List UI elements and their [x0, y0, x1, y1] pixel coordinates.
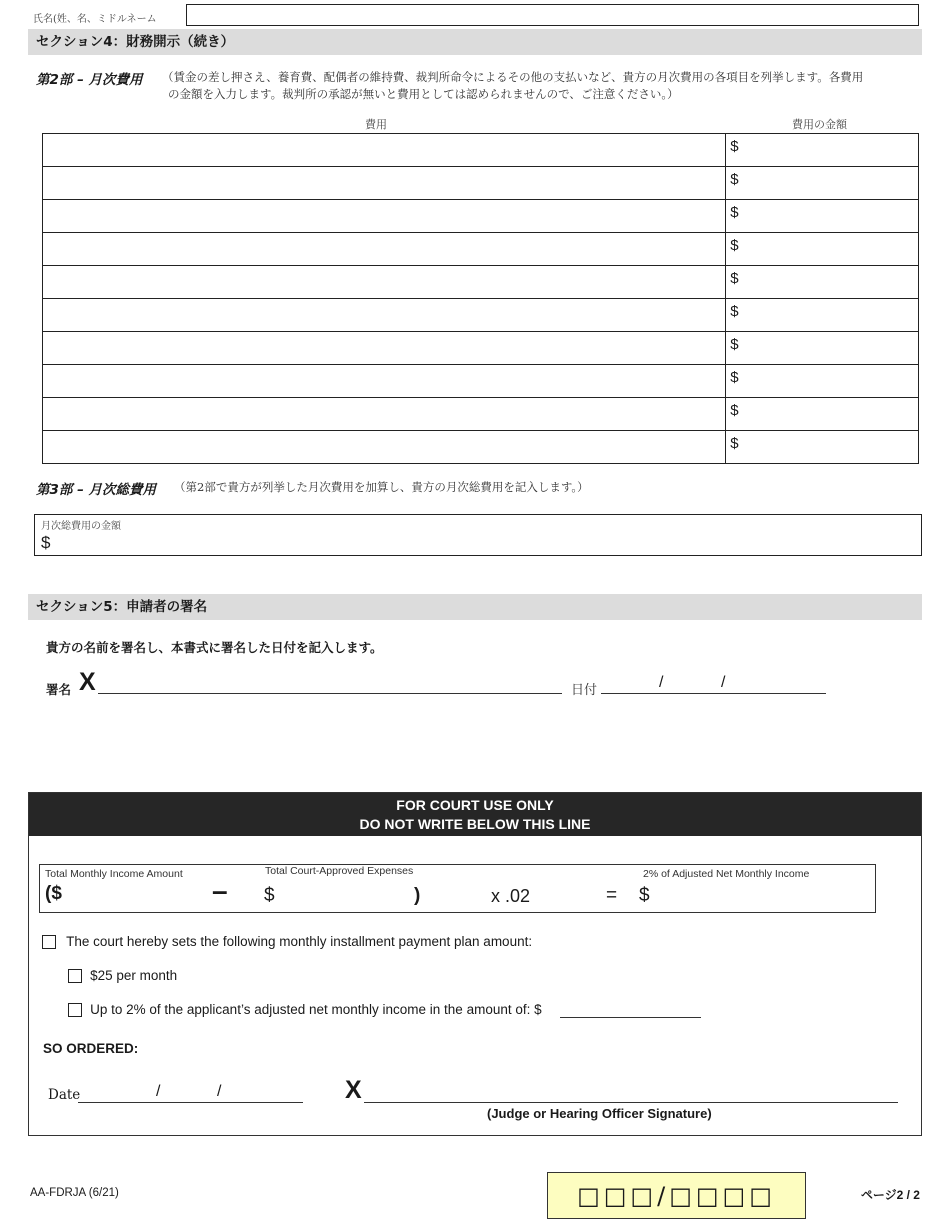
signature-label: 署名	[46, 682, 72, 697]
expenses-dollar: $	[264, 885, 275, 906]
amount-input[interactable]: $	[726, 398, 919, 431]
court-date-slash: /	[156, 1083, 161, 1100]
table-row	[43, 431, 919, 464]
expense-table	[42, 133, 919, 464]
applicant-signature-line[interactable]	[98, 693, 562, 694]
applicant-date-line[interactable]	[601, 693, 826, 694]
page-number: ページ2 / 2	[860, 1188, 920, 1202]
plan-option	[42, 931, 532, 950]
amount-input[interactable]: $	[726, 167, 919, 200]
total-expenses-input[interactable]	[34, 514, 922, 556]
part3-title: 第3部 – 月次総費用	[36, 482, 157, 498]
court-use-header: FOR COURT USE ONLY DO NOT WRITE BELOW THIS LINE	[29, 793, 921, 836]
amount-input[interactable]: $	[726, 431, 919, 464]
calculation-box	[39, 864, 876, 913]
part2-description: （賃金の差し押さえ、養育費、配偶者の維持費、裁判所命令によるその他の支払いなど、貴方の月次費用の各項目を列挙します。各費用 の金額を入力します。裁判所の承認が無いと費用としては認められませんので、ご注意ください。）	[162, 70, 864, 101]
table-row	[43, 167, 919, 200]
expense-input[interactable]	[43, 200, 726, 233]
table-row	[43, 332, 919, 365]
option-25-per-month	[68, 965, 177, 984]
table-row	[43, 365, 919, 398]
part3-description: （第2部で貴方が列挙した月次費用を加算し、貴方の月次総費用を記入します。）	[174, 480, 589, 494]
print-stamp: □□□/□□□□	[547, 1172, 806, 1219]
table-row	[43, 398, 919, 431]
amount-input[interactable]: $	[726, 266, 919, 299]
expense-input[interactable]	[43, 365, 726, 398]
court-date-slash: /	[217, 1083, 222, 1100]
option-2-percent	[68, 999, 542, 1018]
plan-checkbox[interactable]	[42, 935, 56, 949]
date-label: 日付	[571, 683, 598, 698]
expense-input[interactable]	[43, 332, 726, 365]
option-2-percent-text: Up to 2% of the applicant’s adjusted net monthly income in the amount of: $	[90, 1002, 542, 1017]
signature-instruction: 貴方の名前を署名し、本書式に署名した日付を記入します。	[46, 640, 383, 655]
date-slash: /	[721, 674, 726, 691]
table-row	[43, 134, 919, 167]
amount-input[interactable]: $	[726, 134, 919, 167]
amount-input[interactable]: $	[726, 365, 919, 398]
total-expenses-dollar: $	[41, 533, 51, 552]
amount-input[interactable]: $	[726, 332, 919, 365]
expense-input[interactable]	[43, 134, 726, 167]
expenses-label: Total Court-Approved Expenses	[265, 865, 414, 877]
close-paren: )	[414, 885, 421, 906]
form-id: AA-FDRJA (6/21)	[30, 1187, 119, 1199]
judge-signature-line[interactable]	[364, 1102, 898, 1103]
date-slash: /	[659, 674, 664, 691]
plan-text: The court hereby sets the following monthly installment payment plan amount:	[66, 934, 533, 949]
amount-input[interactable]: $	[726, 233, 919, 266]
judge-signature-x: X	[345, 1076, 362, 1104]
amount-column-header: 費用の金額	[792, 118, 847, 131]
times-factor: x .02	[491, 886, 531, 906]
expense-input[interactable]	[43, 167, 726, 200]
income-label: Total Monthly Income Amount	[45, 868, 183, 880]
table-row	[43, 233, 919, 266]
section5-title: セクション5：申請者の署名	[28, 594, 922, 620]
amount-input[interactable]: $	[726, 299, 919, 332]
part2-title: 第2部 – 月次費用	[36, 72, 143, 88]
so-ordered: SO ORDERED:	[43, 1041, 139, 1056]
court-date-label: Date	[48, 1087, 81, 1103]
amount-line[interactable]	[560, 1017, 701, 1018]
table-row	[43, 299, 919, 332]
option-25-text: $25 per month	[90, 968, 178, 983]
income-open-paren: ($	[45, 883, 62, 904]
signature-x-mark: X	[79, 668, 96, 696]
name-field-label: 氏名(姓、名、ミドルネーム	[33, 14, 157, 25]
option-25-checkbox[interactable]	[68, 969, 82, 983]
result-dollar: $	[639, 885, 650, 906]
expense-input[interactable]	[43, 233, 726, 266]
expense-input[interactable]	[43, 299, 726, 332]
minus-sign: –	[212, 875, 228, 906]
expense-input[interactable]	[43, 431, 726, 464]
expense-column-header: 費用	[365, 118, 387, 131]
name-input[interactable]	[186, 4, 919, 26]
section4-title: セクション4：財務開示（続き）	[28, 29, 922, 55]
total-expenses-label: 月次総費用の金額	[41, 521, 121, 532]
judge-signature-caption: (Judge or Hearing Officer Signature)	[487, 1106, 712, 1121]
option-2-percent-checkbox[interactable]	[68, 1003, 82, 1017]
expense-input[interactable]	[43, 266, 726, 299]
court-date-line[interactable]	[78, 1102, 303, 1103]
table-row	[43, 266, 919, 299]
table-row	[43, 200, 919, 233]
percent-label: 2% of Adjusted Net Monthly Income	[643, 868, 810, 880]
amount-input[interactable]: $	[726, 200, 919, 233]
court-use-box	[28, 792, 922, 1136]
equals-sign: =	[606, 885, 618, 906]
expense-input[interactable]	[43, 398, 726, 431]
